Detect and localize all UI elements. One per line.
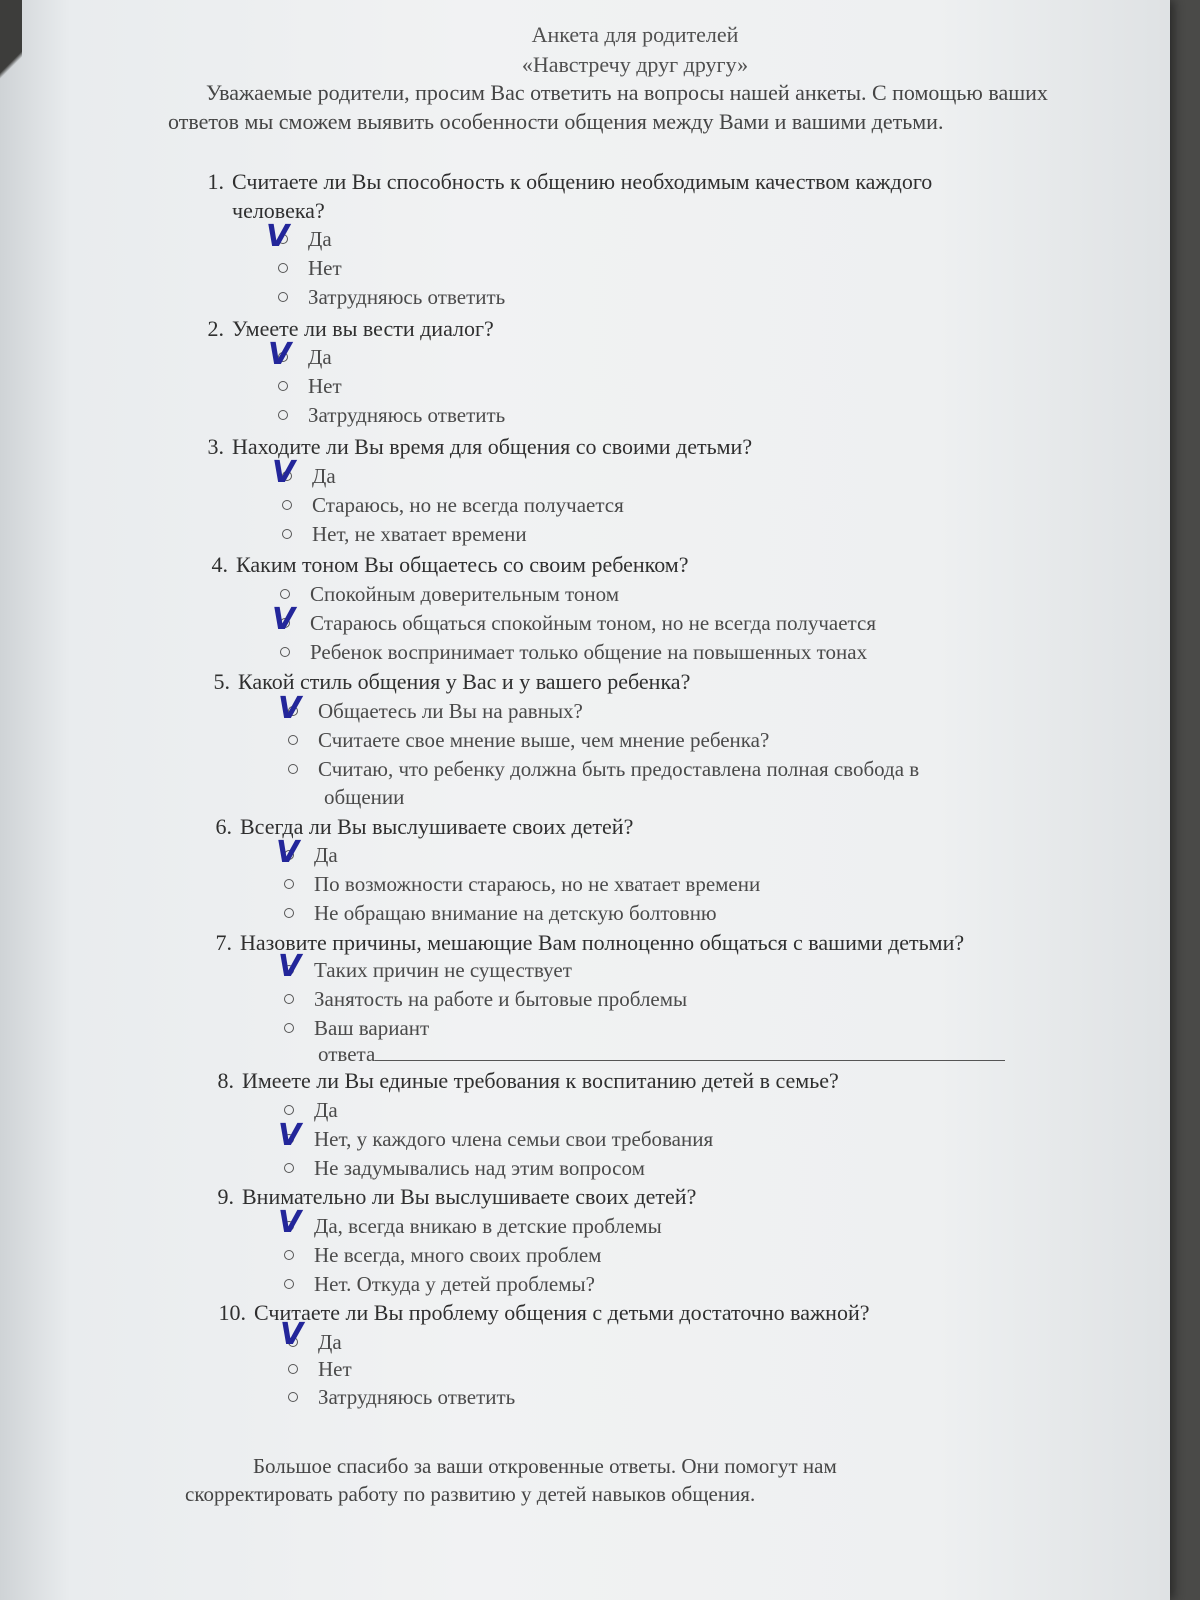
- radio-bullet[interactable]: [280, 589, 290, 599]
- check-mark-q10: V: [280, 1317, 304, 1352]
- answer-line[interactable]: [375, 1042, 1005, 1061]
- question-number: 2.: [207, 316, 224, 341]
- question-8: [200, 1066, 839, 1095]
- option-q3-3[interactable]: [282, 520, 527, 549]
- title-line-1: Анкета для родителей: [531, 22, 739, 47]
- option-label: Общаетесь ли Вы на равных?: [318, 699, 583, 723]
- question-7: [198, 928, 964, 957]
- question-number: 4.: [211, 552, 228, 577]
- option-label: Затрудняюсь ответить: [308, 285, 506, 309]
- question-number: 9.: [217, 1184, 234, 1209]
- question-4: [194, 550, 688, 579]
- option-label: Спокойным доверительным тоном: [310, 582, 620, 606]
- question-text: Умеете ли вы вести диалог?: [232, 316, 494, 341]
- option-label: Нет. Откуда у детей проблемы?: [314, 1272, 595, 1296]
- question-number: 8.: [217, 1068, 234, 1093]
- radio-bullet[interactable]: [284, 1023, 294, 1033]
- option-q6-3[interactable]: [284, 899, 717, 928]
- question-2: [190, 314, 494, 343]
- question-text: Внимательно ли Вы выслушиваете своих детей?: [242, 1184, 697, 1209]
- question-text: Имеете ли Вы единые требования к воспитанию детей в семье?: [242, 1068, 839, 1093]
- closing-paragraph: Большое спасибо за ваши откровенные ответы. Они помогут нам скорректировать работу по развитию у детей навыков общения.: [185, 1454, 837, 1506]
- option-label: Считаю, что ребенку должна быть предоставлена полная свобода в: [318, 757, 920, 781]
- option-q7-1[interactable]: [284, 956, 572, 985]
- check-mark-q1: V: [266, 219, 290, 254]
- option-label: Ребенок воспринимает только общение на повышенных тонах: [310, 640, 868, 664]
- radio-bullet[interactable]: [284, 994, 294, 1004]
- question-text: Считаете ли Вы способность к общению необходимым качеством каждого: [232, 169, 933, 194]
- option-q5-3[interactable]: [288, 755, 919, 784]
- radio-bullet[interactable]: [288, 1392, 298, 1402]
- check-mark-q2: V: [268, 337, 292, 372]
- option-q9-1[interactable]: [284, 1212, 662, 1241]
- question-number: 7.: [215, 930, 232, 955]
- radio-bullet[interactable]: [282, 500, 292, 510]
- question-5: [196, 667, 690, 696]
- radio-bullet[interactable]: [280, 647, 290, 657]
- option-q10-3[interactable]: [288, 1383, 515, 1412]
- option-q5-3-continued: общении: [324, 785, 405, 809]
- option-label: Да: [314, 843, 338, 867]
- option-label: Да: [318, 1330, 342, 1354]
- question-number: 1.: [207, 169, 224, 194]
- option-label: Не обращаю внимание на детскую болтовню: [314, 901, 717, 925]
- option-label: Да: [312, 464, 336, 488]
- question-number: 3.: [207, 434, 224, 459]
- check-mark-q5: V: [278, 691, 302, 726]
- option-label: Да: [308, 345, 332, 369]
- option-q4-2[interactable]: [280, 609, 876, 638]
- option-q9-2[interactable]: [284, 1241, 601, 1270]
- option-label: Стараюсь, но не всегда получается: [312, 493, 624, 517]
- radio-bullet[interactable]: [278, 410, 288, 420]
- option-label: Нет: [308, 374, 342, 398]
- radio-bullet[interactable]: [278, 292, 288, 302]
- option-label: Таких причин не существует: [314, 958, 572, 982]
- question-number: 6.: [215, 814, 232, 839]
- radio-bullet[interactable]: [284, 908, 294, 918]
- option-q2-3[interactable]: [278, 401, 505, 430]
- option-q7-2[interactable]: [284, 985, 687, 1014]
- option-q5-1[interactable]: [288, 697, 583, 726]
- question-number: 5.: [213, 669, 230, 694]
- option-q3-2[interactable]: [282, 491, 624, 520]
- question-10: [212, 1298, 869, 1327]
- option-label: По возможности стараюсь, но не хватает времени: [314, 872, 761, 896]
- question-6: [198, 812, 633, 841]
- question-1: [190, 167, 932, 196]
- option-label: Ваш вариант: [314, 1016, 430, 1040]
- title-line-2: «Навстречу друг другу»: [521, 52, 749, 77]
- option-q8-3[interactable]: [284, 1154, 645, 1183]
- option-label: Не задумывались над этим вопросом: [314, 1156, 645, 1180]
- radio-bullet[interactable]: [284, 1250, 294, 1260]
- question-text: Каким тоном Вы общаетесь со своим ребенком?: [236, 552, 689, 577]
- option-label: Нет: [318, 1357, 352, 1381]
- radio-bullet[interactable]: [278, 381, 288, 391]
- option-label: Затрудняюсь ответить: [318, 1385, 516, 1409]
- option-q4-3[interactable]: [280, 638, 867, 667]
- question-text: Какой стиль общения у Вас и у вашего ребенка?: [238, 669, 691, 694]
- check-mark-q6: V: [276, 835, 300, 870]
- question-text: Считаете ли Вы проблему общения с детьми достаточно важной?: [254, 1300, 870, 1325]
- question-9: [200, 1182, 696, 1211]
- check-mark-q7: V: [278, 949, 302, 984]
- radio-bullet[interactable]: [284, 879, 294, 889]
- option-label: Занятость на работе и бытовые проблемы: [314, 987, 688, 1011]
- option-label: Затрудняюсь ответить: [308, 403, 506, 427]
- custom-answer-field[interactable]: [318, 1040, 1005, 1069]
- option-q6-2[interactable]: [284, 870, 760, 899]
- radio-bullet[interactable]: [282, 529, 292, 539]
- question-text: Назовите причины, мешающие Вам полноценно общаться с вашими детьми?: [240, 930, 965, 955]
- option-q10-2[interactable]: [288, 1355, 352, 1384]
- option-q8-2[interactable]: [284, 1125, 713, 1154]
- option-q5-2[interactable]: [288, 726, 769, 755]
- option-label: Считаете свое мнение выше, чем мнение ребенка?: [318, 728, 770, 752]
- check-mark-q8: V: [278, 1118, 302, 1153]
- option-label: Нет, не хватает времени: [312, 522, 527, 546]
- radio-bullet[interactable]: [288, 764, 298, 774]
- option-q7-3[interactable]: [284, 1014, 429, 1043]
- custom-answer-label: ответа: [318, 1042, 376, 1066]
- option-label: Нет: [308, 256, 342, 280]
- question-text: Всегда ли Вы выслушиваете своих детей?: [240, 814, 634, 839]
- radio-bullet[interactable]: [288, 1364, 298, 1374]
- option-q1-2[interactable]: [278, 254, 342, 283]
- radio-bullet[interactable]: [284, 1105, 294, 1115]
- radio-bullet[interactable]: [288, 735, 298, 745]
- radio-bullet[interactable]: [278, 263, 288, 273]
- intro-paragraph: Уважаемые родители, просим Вас ответить на вопросы нашей анкеты. С помощью ваших ответов мы сможем выявить особенности общения между Вами и вашими детьми.: [168, 80, 1048, 134]
- radio-bullet[interactable]: [284, 1279, 294, 1289]
- option-label: Стараюсь общаться спокойным тоном, но не всегда получается: [310, 611, 876, 635]
- check-mark-q4: V: [272, 602, 296, 637]
- check-mark-q9: V: [278, 1205, 302, 1240]
- question-text: Находите ли Вы время для общения со своими детьми?: [232, 434, 753, 459]
- question-number: 10.: [218, 1300, 246, 1325]
- question-1-continued: человека?: [232, 198, 325, 223]
- check-mark-q3: V: [272, 455, 296, 490]
- option-label: Да: [308, 227, 332, 251]
- option-q9-3[interactable]: [284, 1270, 595, 1299]
- option-label: Нет, у каждого члена семьи свои требования: [314, 1127, 714, 1151]
- option-q2-2[interactable]: [278, 372, 342, 401]
- option-label: Да: [314, 1098, 338, 1122]
- option-q1-3[interactable]: [278, 283, 505, 312]
- option-label: Да, всегда вникаю в детские проблемы: [314, 1214, 662, 1238]
- radio-bullet[interactable]: [284, 1163, 294, 1173]
- option-label: Не всегда, много своих проблем: [314, 1243, 602, 1267]
- option-q4-1[interactable]: [280, 580, 619, 609]
